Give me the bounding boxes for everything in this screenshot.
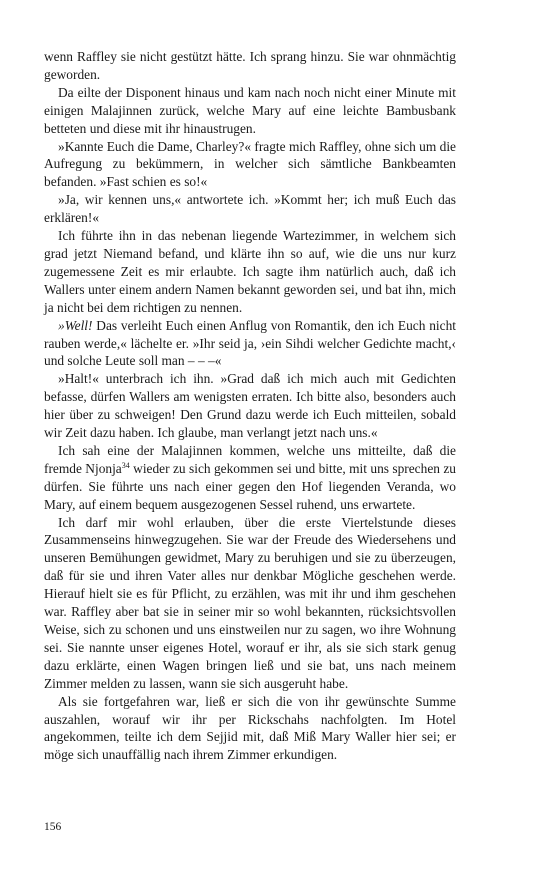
italic-well: »Well!: [58, 317, 93, 333]
paragraph-6: [44, 317, 456, 371]
paragraph-7: »Halt!« unterbrach ich ihn. »Grad daß ich mich auch mit Gedichten befasse, dürfen Wallers am wenigsten erraten. Ich bitte also, besonders auch hier über zu schweigen! Den Grund dazu werde ich Euch mitteilen, sobald wir Zeit dazu haben. Ich glaube, man verlangt jetzt nach uns.«: [44, 371, 456, 441]
paragraph-5: Ich führte ihn in das nebenan liegende Wartezimmer, in welchem sich grad jetzt Niemand befand, und klärte ihn so auf, wie die uns nur kurz zugemessene Zeit es mir erlaubte. Ich sagte ihm natürlich auch, daß ich Wallers unter einem andern Namen bekannt geworden sei, und bat ihn, mich ja nicht bei dem richtigen zu nennen.: [44, 228, 456, 315]
paragraph-4: »Ja, wir kennen uns,« antwortete ich. »Kommt her; ich muß Euch das erklären!«: [44, 192, 456, 226]
paragraph-8-text: Ich sah eine der Malajinnen kommen, welche uns mitteilte, daß die fremde Njonja: [44, 442, 456, 476]
paragraph-6-text: Das verleiht Euch einen Anflug von Romantik, den ich Euch nicht rauben werde,« lächelte er. »Ihr seid ja, ›ein Sihdi welcher Gedichte macht,‹ und solche Leute soll man – – –«: [44, 317, 456, 369]
paragraph-2: Da eilte der Disponent hinaus und kam nach noch nicht einer Minute mit einigen Malajinnen zurück, welche Mary auf eine leichte Bambusbank betteten und diese mit ihr hinaustrugen.: [44, 84, 456, 136]
page-number: 156: [44, 821, 62, 833]
paragraph-1: wenn Raffley sie nicht gestützt hätte. Ich sprang hinzu. Sie war ohnmächtig geworden.: [44, 49, 456, 82]
paragraph-8-after: wieder zu sich gekommen sei und bitte, mit uns sprechen zu dürfen. Sie führte uns nach einer gegen den Hof liegenden Veranda, wo Mary, auf einem bequem ausgezogenen Sessel ruhend, uns erwartete.: [44, 460, 456, 512]
book-page-text: [44, 48, 456, 764]
paragraph-10: Als sie fortgefahren war, ließ er sich die von ihr gewünschte Summe auszahlen, worauf wir ihr per Rickschahs nachfolgten. Im Hotel angekommen, teilte ich dem Sejjid mit, daß Miß Mary Waller hier sei; er möge sich unauffällig nach ihrem Zimmer erkundigen.: [44, 693, 456, 763]
paragraph-3: »Kannte Euch die Dame, Charley?« fragte mich Raffley, ohne sich um die Aufregung zu bekümmern, in welcher sich sämtliche Bankbeamten befanden. »Fast schien es so!«: [44, 138, 456, 190]
footnote-marker[interactable]: 34: [121, 460, 130, 470]
paragraph-9: Ich darf mir wohl erlauben, über die erste Viertelstunde dieses Zusammenseins hinwegzugehen. Sie war der Freude des Wiedersehens und unseren Bemühungen gewidmet, Mary zu beruhigen und sie zu überzeugen, daß für sie und ihren Vater alles nur denkbar Mögliche geschehen werde. Hierauf hielt sie es für Pflicht, zu erzählen, was mit ihr und ihm geschehen war. Raffley aber bat sie in seiner mir so wohl bekannten, rücksichtsvollen Weise, sich zu schonen und uns einstweilen nur zu sagen, wo ihre Wohnung sei. Sie nannte unser eigenes Hotel, worauf er ihr, als sie sich stark genug dazu erklärte, einen Wagen bringen ließ und sie bat, uns nach meinem Zimmer melden zu lassen, wann sie sich ausgeruht habe.: [44, 514, 456, 691]
paragraph-8: [44, 442, 456, 514]
